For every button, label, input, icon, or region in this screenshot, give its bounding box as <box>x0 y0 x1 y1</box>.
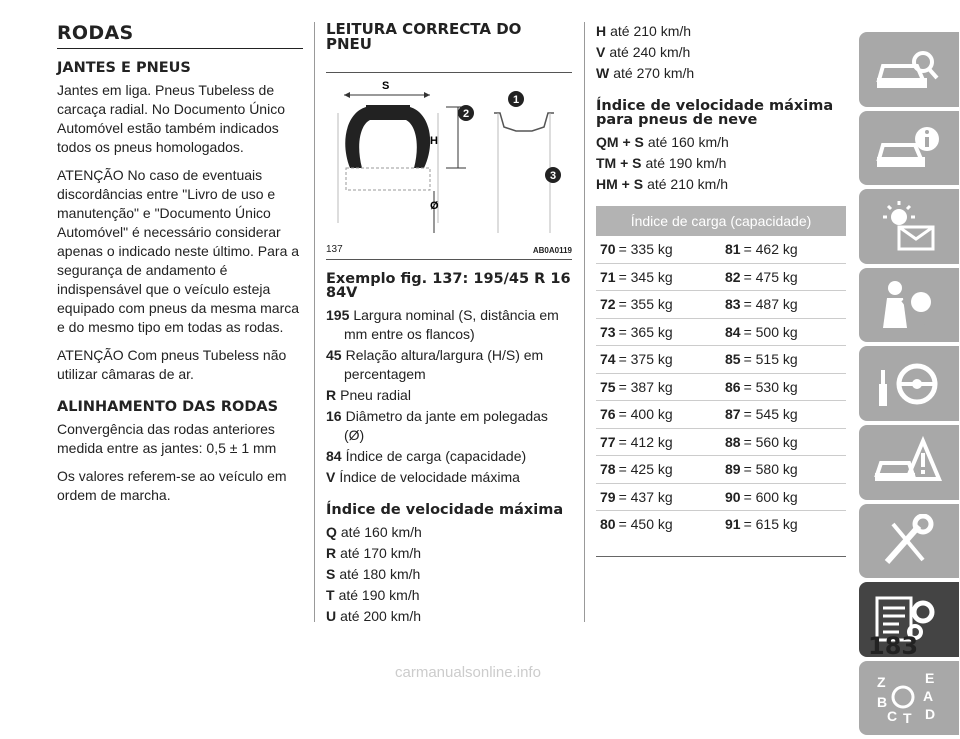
tire-code-item-text: Índice de velocidade máxima <box>339 469 520 485</box>
tire-code-item-text: Pneu radial <box>340 387 411 403</box>
speed-item-key: T <box>326 587 335 603</box>
label-s: S <box>382 80 390 92</box>
table-cell: 87 = 545 kg <box>725 406 798 422</box>
snow-speed-list <box>596 133 846 194</box>
tire-code-item-text: Relação altura/largura (H/S) em percentagem <box>344 347 544 382</box>
table-cell: 70 = 335 kg <box>600 241 673 257</box>
snow-speed-item-text: até 210 km/h <box>647 176 729 192</box>
snow-speed-item-key: HM + S <box>596 176 644 192</box>
subtitle-alinhamento: ALINHAMENTO DAS RODAS <box>57 399 279 415</box>
speed-item <box>326 565 572 584</box>
table-cell: 79 = 437 kg <box>600 488 673 505</box>
tire-code-item-text: Largura nominal (S, distância em mm entre os flancos) <box>344 307 559 342</box>
speed-item <box>596 64 846 83</box>
snow-speed-title: Índice de velocidade máxima para pneus de neve <box>596 98 834 128</box>
example-title: Exemplo fig. 137: 195/45 R 16 84V <box>326 271 571 301</box>
column-2 <box>326 22 572 628</box>
speed-item <box>596 43 846 62</box>
tire-code-item-key: 84 <box>326 448 342 464</box>
callout-1: 1 <box>512 94 520 106</box>
section-title-rodas: RODAS <box>57 22 134 44</box>
tire-code-list <box>326 306 572 487</box>
callout-2: 2 <box>462 108 470 120</box>
table-row <box>596 429 846 457</box>
table-cell: 86 = 530 kg <box>725 378 798 395</box>
table-row <box>596 346 846 374</box>
watermark: carmanualsonline.info <box>395 664 541 681</box>
subtitle-jantes: JANTES E PNEUS <box>57 60 191 76</box>
table-cell: 91 = 615 kg <box>725 516 798 532</box>
snow-speed-item-key: QM + S <box>596 134 644 150</box>
speed-item-text: até 180 km/h <box>339 566 421 582</box>
svg-text:D: D <box>925 705 936 722</box>
speed-item-text: até 270 km/h <box>613 65 695 81</box>
table-cell: 83 = 487 kg <box>725 296 798 312</box>
tab-emergency[interactable] <box>859 425 959 500</box>
speed-list-continued <box>596 22 846 83</box>
tire-code-item <box>326 447 572 466</box>
speed-item-key: H <box>596 23 607 39</box>
steering-wheel-icon <box>873 356 943 410</box>
table-cell: 84 = 500 kg <box>725 323 798 340</box>
title-rule <box>57 48 303 49</box>
tab-airbag[interactable] <box>859 268 959 343</box>
tab-steering[interactable] <box>859 346 959 421</box>
tire-code-item-text: Diâmetro da jante em polegadas (Ø) <box>344 408 548 443</box>
load-index-table <box>596 206 846 557</box>
car-info-icon <box>873 121 943 175</box>
table-row <box>596 401 846 429</box>
speed-item-text: até 210 km/h <box>610 23 692 39</box>
table-cell: 82 = 475 kg <box>725 268 798 285</box>
table-cell: 71 = 345 kg <box>600 268 673 285</box>
snow-speed-item-text: até 160 km/h <box>647 134 729 150</box>
svg-text:B: B <box>877 693 888 710</box>
callout-3: 3 <box>549 170 557 182</box>
tab-index[interactable] <box>859 661 959 736</box>
tire-code-item <box>326 346 572 384</box>
table-header: Índice de carga (capacidade) <box>596 206 846 236</box>
tab-car-info[interactable] <box>859 111 959 186</box>
svg-text:T: T <box>903 709 912 725</box>
figure-code: AB0A0119 <box>532 246 572 255</box>
svg-text:C: C <box>887 707 898 724</box>
tire-code-item-key: 195 <box>326 307 350 323</box>
speed-item-key: R <box>326 545 337 561</box>
paragraph: Convergência das rodas anteriores medida entre as jantes: 0,5 ± 1 mm <box>57 421 277 456</box>
tab-warning-lights[interactable] <box>859 189 959 264</box>
column-1 <box>57 22 303 514</box>
table-row <box>596 511 846 557</box>
table-row <box>596 374 846 402</box>
paragraph: Jantes em liga. Pneus Tubeless de carcaça radial. No Documento Único Automóvel estão também indicados todos os pneus homologados. <box>57 82 285 155</box>
snow-speed-item <box>596 175 846 194</box>
tab-car-search[interactable] <box>859 32 959 107</box>
speed-item-key: U <box>326 608 337 624</box>
airbag-person-icon <box>873 278 943 332</box>
svg-text:A: A <box>923 687 934 704</box>
column-divider <box>314 22 315 622</box>
table-row <box>596 319 846 347</box>
tire-figure <box>326 72 572 260</box>
snow-speed-item-text: até 190 km/h <box>645 155 727 171</box>
speed-item-key: Q <box>326 524 337 540</box>
column-divider <box>584 22 585 622</box>
car-crash-icon <box>873 435 943 489</box>
speed-list <box>326 523 572 626</box>
speed-item-text: até 160 km/h <box>340 524 422 540</box>
snow-speed-item <box>596 154 846 173</box>
table-cell: 81 = 462 kg <box>725 241 798 257</box>
speed-item-text: até 170 km/h <box>340 545 422 561</box>
snow-speed-item-key: TM + S <box>596 155 642 171</box>
section-title-leitura: LEITURA CORRECTA DO PNEU <box>326 20 522 53</box>
tire-code-item <box>326 407 572 445</box>
car-search-icon <box>873 42 943 96</box>
tire-cross-section-icon <box>326 73 572 243</box>
table-cell: 73 = 365 kg <box>600 323 673 340</box>
speed-item-text: até 190 km/h <box>338 587 420 603</box>
speed-item-text: até 200 km/h <box>340 608 422 624</box>
speed-item <box>326 544 572 563</box>
warning-lights-icon <box>873 199 943 253</box>
wrench-icon <box>873 514 943 568</box>
table-cell: 80 = 450 kg <box>600 516 673 532</box>
speed-item-key: S <box>326 566 336 582</box>
tire-code-item-key: V <box>326 469 336 485</box>
tire-code-item-key: 16 <box>326 408 342 424</box>
table-cell: 78 = 425 kg <box>600 461 673 477</box>
table-cell: 85 = 515 kg <box>725 351 798 367</box>
speed-item <box>326 586 572 605</box>
speed-item-key: W <box>596 65 610 81</box>
paragraph: ATENÇÃO No caso de eventuais discordâncias entre "Livro de uso e manutenção" e "Documento Único Automóvel" é necessário considerar apenas o indicado neste último. Para a segurança de andamento é indispensável que o veículo esteja equipado com pneus da mesma marca e do mesmo tipo em todas as rodas. <box>57 167 300 335</box>
table-cell: 74 = 375 kg <box>600 351 673 367</box>
table-cell: 90 = 600 kg <box>725 488 798 505</box>
table-cell: 88 = 560 kg <box>725 433 798 450</box>
tire-code-item <box>326 468 572 487</box>
table-cell: 72 = 355 kg <box>600 296 673 312</box>
table-row <box>596 264 846 292</box>
table-cell: 75 = 387 kg <box>600 378 673 395</box>
paragraph: ATENÇÃO Com pneus Tubeless não utilizar câmaras de ar. <box>57 347 287 382</box>
table-cell: 89 = 580 kg <box>725 461 798 477</box>
speed-index-title: Índice de velocidade máxima <box>326 502 564 518</box>
speed-item-text: até 240 km/h <box>609 44 691 60</box>
table-row <box>596 456 846 484</box>
tire-code-item-key: 45 <box>326 347 342 363</box>
speed-item <box>326 523 572 542</box>
speed-item <box>596 22 846 41</box>
table-row <box>596 236 846 264</box>
column-3 <box>596 22 846 557</box>
table-cell: 77 = 412 kg <box>600 433 673 450</box>
tire-code-item-key: R <box>326 387 337 403</box>
svg-text:Z: Z <box>877 673 886 690</box>
speed-item <box>326 607 572 626</box>
svg-text:E: E <box>925 670 935 686</box>
tab-maintenance[interactable] <box>859 504 959 579</box>
speed-item-key: V <box>596 44 606 60</box>
alphabet-index-icon <box>873 671 943 725</box>
label-h: H <box>430 135 438 147</box>
tire-code-item-text: Índice de carga (capacidade) <box>345 448 527 464</box>
table-row <box>596 484 846 512</box>
snow-speed-item <box>596 133 846 152</box>
label-diameter: Ø <box>430 200 439 212</box>
table-cell: 76 = 400 kg <box>600 406 673 422</box>
tire-code-item <box>326 386 572 405</box>
tire-code-item <box>326 306 572 344</box>
figure-number: 137 <box>326 244 343 255</box>
paragraph: Os valores referem-se ao veículo em ordem de marcha. <box>57 468 287 503</box>
page-number: 183 <box>868 632 919 660</box>
table-row <box>596 291 846 319</box>
